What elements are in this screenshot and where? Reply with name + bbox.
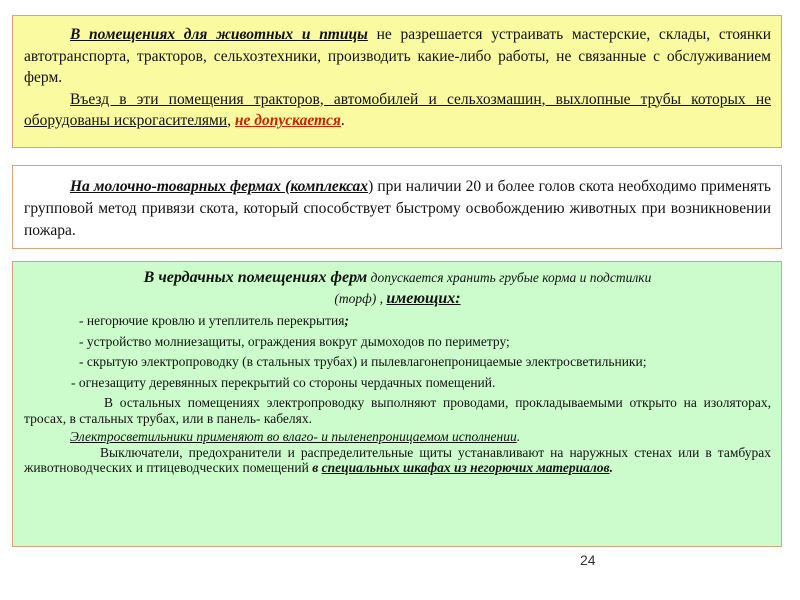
attic-heading-line2 xyxy=(24,288,771,310)
vehicle-entry-paragraph xyxy=(24,89,771,132)
attic-heading-bold: В чердачных помещениях ферм xyxy=(143,269,368,286)
switches-text: Выключатели, предохранители и распределительные щиты устанавливают на наружных стенах или в тамбурах животноводческих и птицеводческих помещений xyxy=(24,444,771,475)
other-premises-wiring-paragraph xyxy=(24,395,771,426)
dairy-farm-paragraph xyxy=(24,176,771,242)
livestock-rule-paragraph xyxy=(24,24,771,89)
attic-requirement-item xyxy=(24,375,771,391)
other-premises-wiring-text: В остальных помещениях электропроводку выполняют проводами, прокладываемыми открыто на изоляторах, тросах, в стальных трубах, или в панель- кабелях. xyxy=(24,395,771,426)
dairy-farm-rule-box xyxy=(12,165,782,249)
switches-in: в xyxy=(312,460,322,475)
attic-requirement-roof: - негорючие кровлю и утеплитель перекрытия xyxy=(79,313,345,328)
vehicle-entry-text: Въезд в эти помещения тракторов, автомобилей и сельхозмашин, выхлопные трубы которых не оборудованы искрогасителями xyxy=(24,90,771,129)
attic-heading-having: имеющих: xyxy=(386,290,461,307)
switches-paragraph xyxy=(24,445,771,476)
vehicle-entry-comma: , xyxy=(227,112,235,129)
lamps-text: Электросветильники применяют во влаго- и пыленепроницаемом исполнении xyxy=(70,429,517,444)
attic-heading-line1 xyxy=(24,268,771,288)
attic-heading-peat: (торф) , xyxy=(334,291,383,306)
livestock-premises-rule-box xyxy=(12,15,782,148)
attic-requirement-semicolon: ; xyxy=(344,313,349,328)
switches-end: . xyxy=(609,460,613,475)
vehicle-entry-prohibited: не допускается xyxy=(234,112,341,129)
vehicle-entry-end: . xyxy=(340,112,345,129)
dairy-farm-lead: На молочно-товарных фермах (комплексах xyxy=(70,178,369,195)
livestock-rule-text: не разрешается устраивать мастерские, склады, стоянки автотранспорта, тракторов, сельхозтехники, производить какие-либо работы, не связанные с обслуживанием ферм. xyxy=(24,26,771,86)
lamps-end: . xyxy=(516,429,521,444)
attic-requirement-item xyxy=(24,313,771,329)
dairy-farm-text: ) при наличии 20 и более голов скота необходимо применять групповой метод привязи скота, который способствует быстрому освобождению животных при возникновении пожара. xyxy=(24,178,771,239)
attic-requirement-wiring: - скрытую электропроводку (в стальных трубах) и пылевлагонепроницаемые электросветильники; xyxy=(79,354,647,369)
livestock-rule-lead: В помещениях для животных и птицы xyxy=(70,26,368,43)
attic-requirement-item xyxy=(24,354,771,370)
attic-requirement-lightning: - устройство молниезащиты, ограждения вокруг дымоходов по периметру; xyxy=(79,333,510,349)
attic-requirement-item xyxy=(24,334,771,350)
attic-heading-text: допускается хранить грубые корма и подстилки xyxy=(367,270,652,285)
lamps-paragraph xyxy=(24,429,771,445)
page-number: 24 xyxy=(580,552,596,568)
attic-requirement-fireproofing: - огнезащиту деревянных перекрытий со стороны чердачных помещений. xyxy=(71,374,496,390)
switches-cabinets: специальных шкафах из негорючих материалов xyxy=(321,460,610,475)
attic-storage-rule-box xyxy=(12,261,782,547)
